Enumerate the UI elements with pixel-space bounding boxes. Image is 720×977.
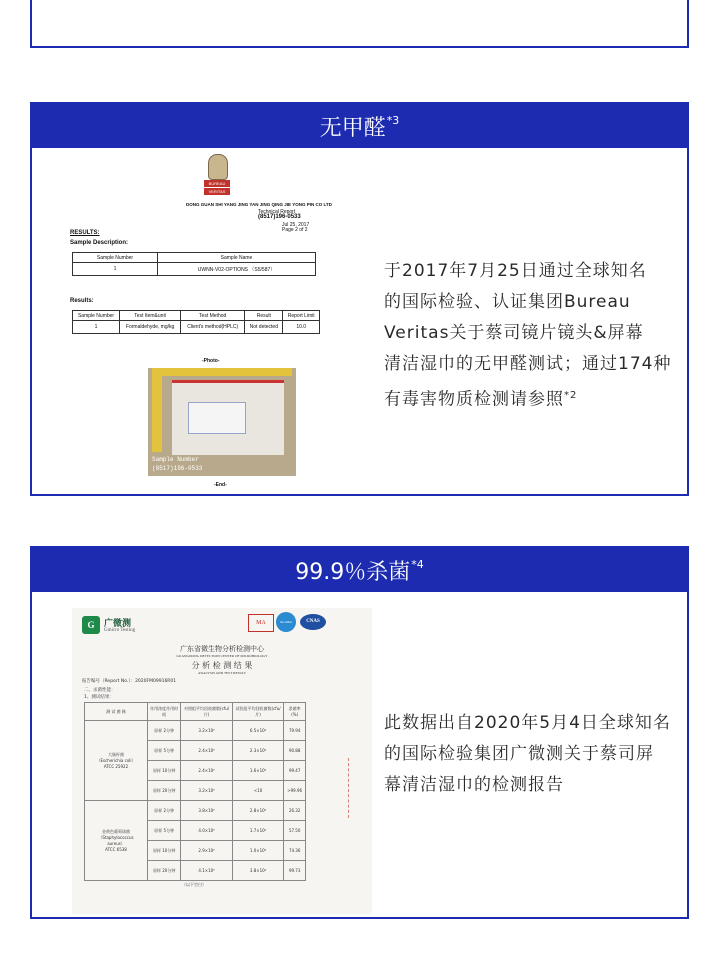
- result-title-en: ANALYSIS AND TEST RESULT: [197, 671, 247, 675]
- results-label: Results:: [70, 298, 94, 304]
- results-table-cell: Not detected: [245, 321, 283, 334]
- table-cell: 2.4×10⁶: [181, 741, 233, 761]
- desc-line: 幕清洁湿巾的检测报告: [384, 775, 564, 795]
- logo-top-text: BUREAU: [204, 180, 230, 187]
- red-stamp: [348, 758, 355, 818]
- results-table-header: Test Method: [181, 311, 245, 321]
- cnas-badge: [300, 614, 326, 630]
- table-cell: 74.36: [284, 841, 306, 861]
- gmicro-logo-icon: G: [82, 616, 100, 634]
- cert-label: MA: [256, 620, 266, 626]
- table-cell: 4.1×10⁶: [181, 861, 233, 881]
- strain-latin: （Staphylococcus: [98, 835, 134, 840]
- strain-name: 金黄色葡萄球菌: [102, 829, 130, 834]
- cert-label: CNAS: [306, 619, 320, 624]
- end-label: -End-: [214, 482, 227, 488]
- strain-latin: aureus）: [107, 841, 125, 846]
- table-cell: 57.50: [284, 821, 306, 841]
- section-title: 无甲醛: [319, 115, 386, 141]
- report-label: Technical Report: [258, 209, 296, 215]
- table-header: 测 试 菌 株: [85, 703, 148, 721]
- desc-line: Veritas关于蔡司镜片镜头&屏幕: [384, 323, 644, 343]
- ruler-vertical: [152, 372, 162, 452]
- section-title: 99.9％杀菌: [295, 559, 411, 585]
- results-table-cell: Formaldehyde, mg/kg: [120, 321, 181, 334]
- photo-caption-line1: Sample Number: [152, 456, 199, 463]
- footnote-marker: *3: [386, 113, 400, 127]
- desc-line: 于2017年7月25日通过全球知名: [384, 261, 647, 281]
- formaldehyde-description: [384, 256, 684, 416]
- table-cell: 3.8×10⁶: [181, 801, 233, 821]
- bactericidal-results-table: [84, 702, 306, 881]
- photo-label: -Photo-: [202, 358, 220, 364]
- table-cell: 99.73: [284, 861, 306, 881]
- table-cell: 3.8×10⁴: [232, 861, 284, 881]
- formaldehyde-free-card: [30, 102, 689, 496]
- antibacterial-description: [384, 708, 684, 801]
- seal-icon: [208, 154, 228, 180]
- ilac-badge: [276, 612, 296, 632]
- table-cell: 90.88: [284, 741, 306, 761]
- photo-caption-line2: (8517)196-0533: [152, 465, 203, 472]
- strain-atcc: ATCC 6538: [105, 847, 127, 852]
- table-cell: 26.32: [284, 801, 306, 821]
- table-header: 杀菌率(%): [284, 703, 306, 721]
- cert-label: ilac-MRA: [279, 620, 293, 624]
- table-cell: 原样 20分钟: [148, 781, 181, 801]
- ruler-horizontal: [152, 368, 292, 376]
- top-card-remnant: [30, 0, 689, 48]
- strain-latin: （Escherichia coli）: [96, 758, 136, 763]
- table-cell: 79.94: [284, 721, 306, 741]
- report-number: (8517)196-0533: [258, 214, 301, 220]
- table-cell: 6.5×10⁴: [232, 721, 284, 741]
- desc-line: 的国际检验、认证集团Bureau: [384, 292, 631, 312]
- table-cell: 2.4×10⁶: [181, 761, 233, 781]
- strain-atcc: ATCC 25922: [103, 764, 129, 769]
- results-table: [72, 310, 320, 334]
- table-cell: 原样 5分钟: [148, 741, 181, 761]
- footnote-marker: *2: [564, 390, 578, 401]
- table-cell: 原样 20分钟: [148, 861, 181, 881]
- sample-table: [72, 252, 316, 276]
- center-name-cn: 广东省微生物分析检测中心: [180, 645, 264, 653]
- table-header: 作用浓度作用时间: [148, 703, 181, 721]
- table-cell: 1.0×10⁵: [232, 841, 284, 861]
- desc-line: 此数据出自2020年5月4日全球知名: [384, 713, 671, 733]
- part-subheading: 1、测试结果：: [84, 695, 114, 700]
- table-cell: 3.2×10⁶: [181, 781, 233, 801]
- table-cell: 3.2×10⁶: [181, 721, 233, 741]
- gmicro-report-image: [72, 608, 372, 914]
- table-cell: 原样 10分钟: [148, 761, 181, 781]
- antibacterial-card: [30, 546, 689, 919]
- section-title-bar: [32, 104, 687, 148]
- table-cell: 99.47: [284, 761, 306, 781]
- bureau-veritas-logo: [204, 154, 230, 198]
- results-table-header: Report Limit: [283, 311, 320, 321]
- table-cell: 原样 2分钟: [148, 721, 181, 741]
- desc-last-text: 有毒害物质检测请参照: [384, 389, 564, 410]
- section-title-bar: [32, 548, 687, 592]
- company-name: DONG GUAN SHI YANG JING YAN JING QING JIE YONG PIN CO LTD: [186, 202, 332, 207]
- results-table-header: Test Item&unit: [120, 311, 181, 321]
- desc-line: 清洁湿巾的无甲醛测试；通过174种: [384, 354, 672, 374]
- strain-name: 大肠杆菌: [108, 752, 124, 757]
- brand-cn: 广微测: [104, 619, 132, 629]
- report-number: 报告编号（Report No.）：2020FM09916R01: [82, 679, 177, 684]
- sample-desc-heading: Sample Description:: [70, 240, 129, 246]
- table-cell: 原样 5分钟: [148, 821, 181, 841]
- strain-cell: [85, 721, 148, 801]
- sample-table-cell: 1: [73, 263, 158, 276]
- wipe-packets: [188, 402, 246, 434]
- table-cell: 2.9×10⁶: [181, 841, 233, 861]
- sample-table-header: Sample Number: [73, 253, 158, 263]
- part-heading: 二、杀菌性能：: [84, 688, 116, 693]
- footnote-marker: *4: [411, 557, 424, 571]
- report-page: Page 2 of 2: [282, 227, 308, 233]
- desc-line: 的国际检验集团广微测关于蔡司屏: [384, 744, 654, 764]
- table-footer: （以下空白）: [182, 882, 206, 887]
- results-table-header: Result: [245, 311, 283, 321]
- desc-line: [384, 380, 684, 416]
- table-cell: 2.8×10⁶: [232, 801, 284, 821]
- table-cell: 1.6×10⁵: [232, 761, 284, 781]
- table-cell: 2.3×10⁵: [232, 741, 284, 761]
- results-table-cell: 1: [73, 321, 120, 334]
- sample-table-cell: UWNN-V02-OPTIONS （S5/587）: [158, 263, 316, 276]
- table-cell: 原样 2分钟: [148, 801, 181, 821]
- bureau-veritas-report-image: [62, 152, 352, 492]
- cma-badge: [248, 614, 274, 632]
- strain-cell: [85, 801, 148, 881]
- results-table-cell: Client's method(HPLC): [181, 321, 245, 334]
- table-cell: 4.0×10⁶: [181, 821, 233, 841]
- results-table-header: Sample Number: [73, 311, 120, 321]
- table-header: 对照组平均回收菌数(cfu/片): [181, 703, 233, 721]
- table-cell: <10: [232, 781, 284, 801]
- results-heading: RESULTS:: [70, 230, 100, 236]
- report-date: Jul 25, 2017: [282, 222, 310, 228]
- table-header: 试验组平均回收菌数(cfu/片): [232, 703, 284, 721]
- table-cell: >99.96: [284, 781, 306, 801]
- table-cell: 原样 10分钟: [148, 841, 181, 861]
- sample-photo: [148, 368, 296, 476]
- table-cell: 1.7×10⁶: [232, 821, 284, 841]
- brand-en: Gmicro Testing: [104, 628, 136, 633]
- results-table-cell: 10.0: [283, 321, 320, 334]
- result-title-cn: 分 析 检 测 结 果: [191, 661, 253, 670]
- center-name-en: GUANGDONG DETECTION CENTER OF MICROBIOLOGY: [176, 654, 268, 658]
- sample-table-header: Sample Name: [158, 253, 316, 263]
- logo-bottom-text: VERITAS: [204, 188, 230, 195]
